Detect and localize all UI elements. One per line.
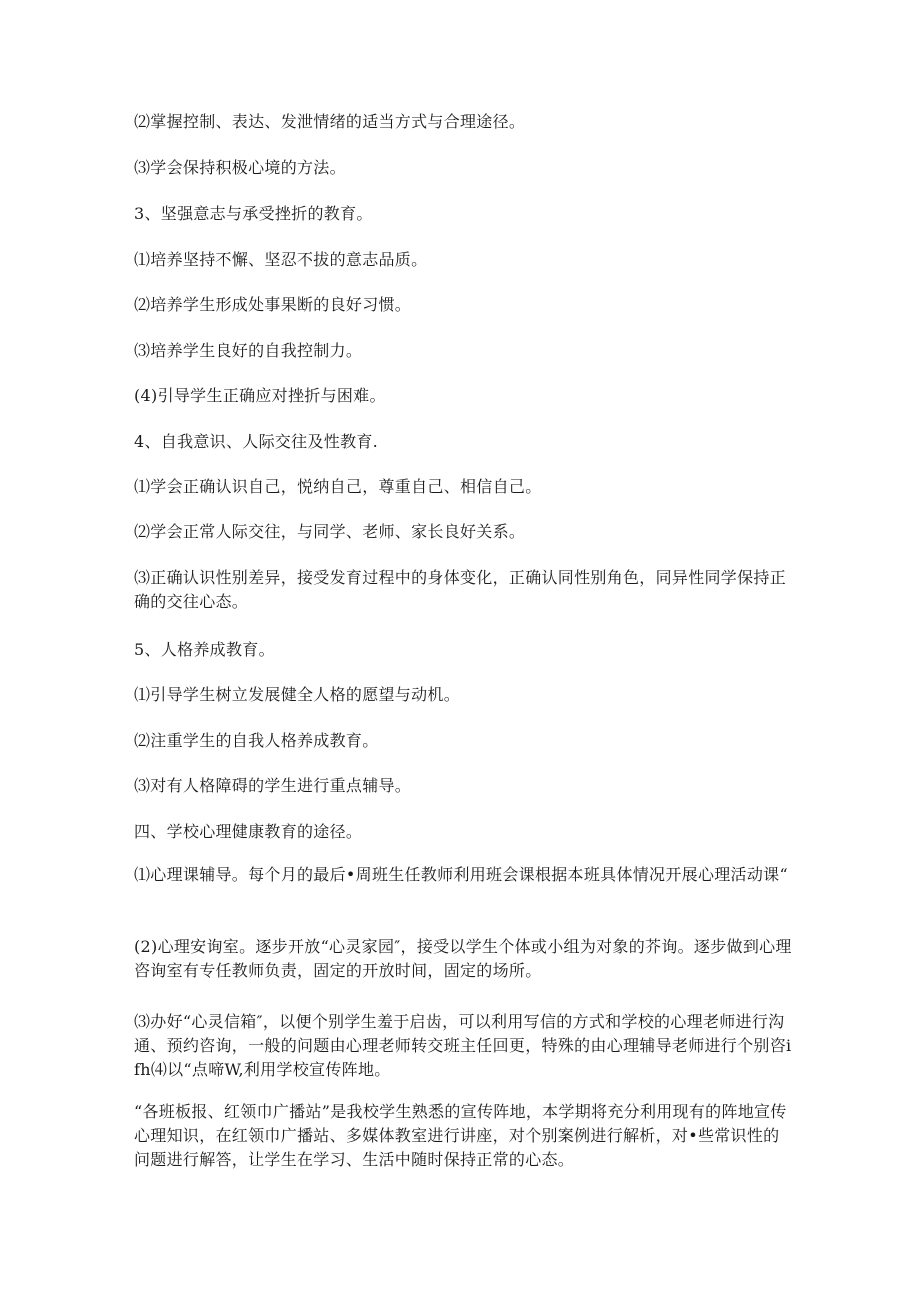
paragraph: ⑴学会正确认识自己，悦纳自己，尊重自己、相信自己。 (134, 477, 542, 496)
paragraph: ⑶正确认识性别差异，接受发育过程中的身体变化，正确认同性别角色，同异性同学保持正确的交往心态。 (134, 568, 787, 611)
paragraph: ⑴引导学生树立发展健全人格的愿望与动机。 (134, 685, 461, 704)
paragraph: ⑶培养学生良好的自我控制力。 (134, 341, 363, 360)
section-heading: 5、人格养成教育。 (134, 640, 275, 659)
paragraph: ⑴培养坚持不懈、坚忍不拔的意志品质。 (134, 250, 428, 269)
paragraph: (2)心理安询室。逐步开放“心灵家园″，接受以学生个体或小组为对象的芥询。逐步做到心理咨询室有专任教师负责，固定的开放时间，固定的场所。 (134, 937, 792, 980)
paragraph: ⑵培养学生形成处事果断的良好习惯。 (134, 295, 412, 314)
section-heading: 3、坚强意志与承受挫折的教育。 (134, 204, 373, 223)
section-heading: 4、自我意识、人际交往及性教育. (134, 432, 379, 451)
paragraph: ⑶办好“心灵信箱″，以便个别学生羞于启齿，可以利用写信的方式和学校的心理老师进行沟通、预约咨询，一般的问题由心理老师转交班主任回更，特殊的由心理辅导老师进行个别咨ifh⑷以“点啼W,利用学校宣传阵地。 (134, 1012, 792, 1079)
paragraph: ⑵学会正常人际交往，与同学、老师、家长良好关系。 (134, 522, 526, 541)
paragraph: ⑶学会保持积极心境的方法。 (134, 158, 346, 177)
paragraph: ⑵掌握控制、表达、发泄情绪的适当方式与合理途径。 (134, 112, 526, 131)
paragraph: “各班板报、红领巾广播站”是我校学生熟悉的宣传阵地，本学期将充分利用现有的阵地宣传心理知识，在红领巾广播站、多媒体教室进行讲座，对个别案例进行解析，对•些常识性的问题进行解答，让学生在学习、生活中随时保持正常的心态。 (134, 1102, 787, 1169)
paragraph: ⑵注重学生的自我人格养成教育。 (134, 731, 379, 750)
paragraph: ⑶对有人格障碍的学生进行重点辅导。 (134, 776, 412, 795)
paragraph: (4)引导学生正确应对挫折与困难。 (134, 386, 386, 405)
section-heading: 四、学校心理健康教育的途径。 (134, 822, 363, 841)
paragraph: ⑴心理课辅导。每个月的最后•周班生任教师利用班会课根据本班具体情况开展心理活动课“ (134, 865, 788, 884)
